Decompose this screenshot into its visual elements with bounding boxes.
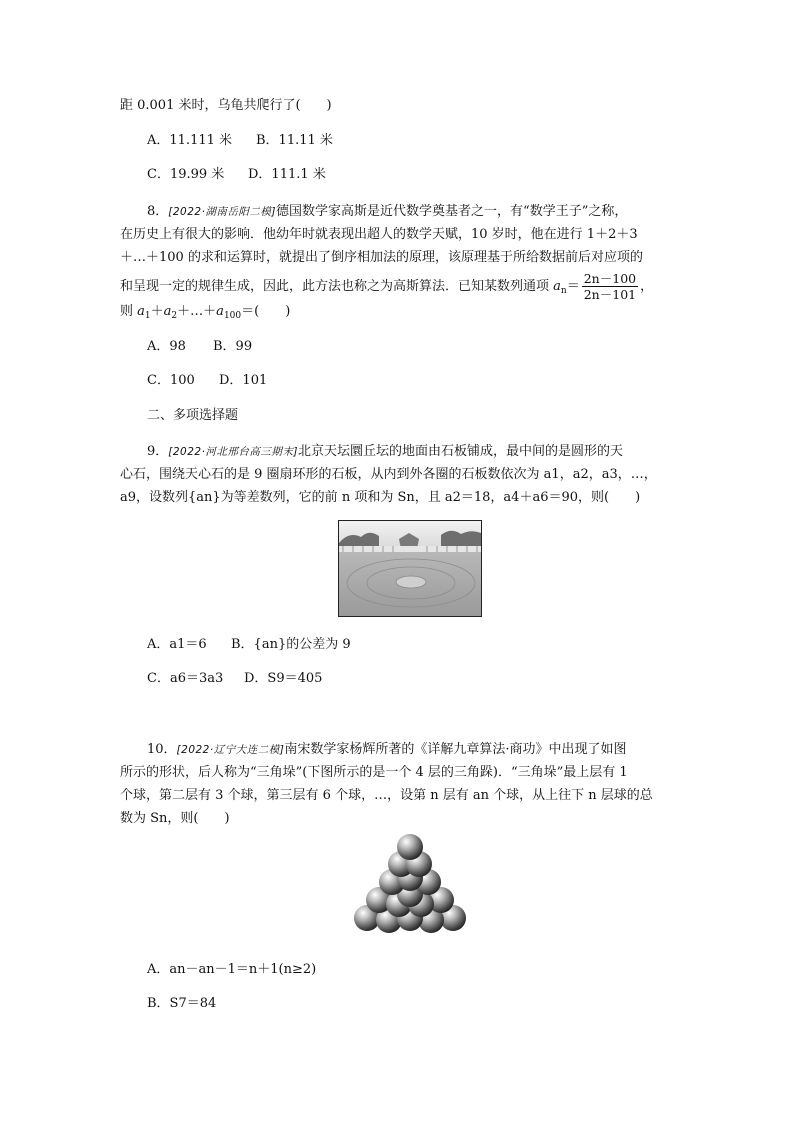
q9-stem-line-3: a9，设数列{an}为等差数列，它的前 n 项和为 Sn，且 a2＝18，a4＋a6＝90，则( ) bbox=[120, 490, 641, 505]
q9-stem-line-2: 心石，围绕天心石的是 9 圈扇环形的石板，从内到外各圈的石板数依次为 a1，a2，a3，…， bbox=[120, 467, 657, 482]
q9-option-b[interactable]: B．{an}的公差为 9 bbox=[231, 637, 351, 652]
q8-comma: ， bbox=[640, 279, 654, 294]
q9-text-1: 北京天坛圜丘坛的地面由石板铺成，最中间的是圆形的天 bbox=[298, 444, 624, 459]
q8-option-a[interactable]: A．98 bbox=[147, 339, 186, 354]
q8-option-d[interactable]: D．101 bbox=[219, 373, 268, 388]
temple-of-heaven-altar-photo bbox=[338, 520, 482, 617]
q8-blank: ＝( ) bbox=[241, 304, 291, 319]
q8-stem-line-4 bbox=[120, 271, 653, 302]
q10-text-1: 南宋数学家杨辉所著的《详解九章算法·商功》中出现了如图 bbox=[284, 742, 627, 757]
q8-sum-expression: $a_1+a_2+\dots+a_{100}$ bbox=[137, 304, 242, 321]
q8-stem-line-1 bbox=[147, 202, 627, 222]
q10-number: 10． bbox=[147, 742, 177, 757]
q9-source: [2022·河北邢台高三期末] bbox=[168, 446, 299, 458]
q9-number: 9． bbox=[147, 444, 169, 459]
q7-option-b[interactable]: B．11.11 米 bbox=[256, 133, 333, 148]
q9-option-c[interactable]: C．a6＝3a3 bbox=[147, 671, 224, 686]
q8-source: [2022·湖南岳阳二模] bbox=[168, 206, 277, 218]
q8-text-4: 和呈现一定的规律生成，因此，此方法也称之为高斯算法．已知某数列通项 bbox=[120, 279, 550, 294]
q10-option-b[interactable]: B．S7＝84 bbox=[147, 996, 217, 1011]
q9-stem-line-1 bbox=[147, 442, 623, 462]
triangular-ball-stack-figure bbox=[350, 832, 470, 938]
q7-option-c[interactable]: C．19.99 米 bbox=[147, 167, 225, 182]
q10-stem-line-3: 个球，第二层有 3 个球，第三层有 6 个球，…，设第 n 层有 an 个球，从上往下 n 层球的总 bbox=[120, 788, 653, 803]
q7-option-a[interactable]: A．11.111 米 bbox=[147, 133, 233, 148]
q8-an-subscript: n bbox=[560, 286, 567, 296]
q9-option-a[interactable]: A．a1＝6 bbox=[147, 637, 207, 652]
q7-stem-tail: 距 0.001 米时，乌龟共爬行了( ) bbox=[120, 98, 332, 113]
section-heading-multiple-choice: 二、多项选择题 bbox=[147, 408, 239, 423]
q8-stem-line-5 bbox=[120, 302, 290, 322]
q8-option-c[interactable]: C．100 bbox=[147, 373, 195, 388]
q9-option-d[interactable]: D．S9＝405 bbox=[244, 671, 323, 686]
q8-fraction bbox=[582, 271, 638, 302]
q8-an-symbol: a bbox=[553, 279, 561, 294]
q10-stem-line-2: 所示的形状，后人称为“三角垛”(下图所示的是一个 4 层的三角跺)．“三角垛”最上层有 1 bbox=[120, 765, 628, 780]
q7-option-d[interactable]: D．111.1 米 bbox=[248, 167, 326, 182]
q8-stem-line-2: 在历史上有很大的影响．他幼年时就表现出超人的数学天赋，10 岁时，他在进行 1＋2＋3 bbox=[120, 227, 638, 242]
q8-fraction-numerator: 2n－100 bbox=[583, 271, 637, 286]
q8-fraction-denominator: 2n－101 bbox=[583, 287, 637, 302]
q8-then: 则 bbox=[120, 304, 138, 319]
q10-stem-line-4: 数为 Sn，则( ) bbox=[120, 811, 230, 826]
q8-text-1: 德国数学家高斯是近代数学奠基者之一，有“数学王子”之称， bbox=[276, 204, 628, 219]
q10-source: [2022·辽宁大连二模] bbox=[176, 744, 285, 756]
q8-stem-line-3: ＋…＋100 的求和运算时，就提出了倒序相加法的原理，该原理基于所给数据前后对应项的 bbox=[120, 250, 643, 265]
q8-option-b[interactable]: B．99 bbox=[213, 339, 253, 354]
q10-option-a[interactable]: A．an－an－1＝n＋1(n≥2) bbox=[147, 962, 317, 977]
q10-stem-line-1 bbox=[147, 740, 626, 760]
q8-number: 8． bbox=[147, 204, 169, 219]
q8-equals: ＝ bbox=[566, 279, 580, 294]
